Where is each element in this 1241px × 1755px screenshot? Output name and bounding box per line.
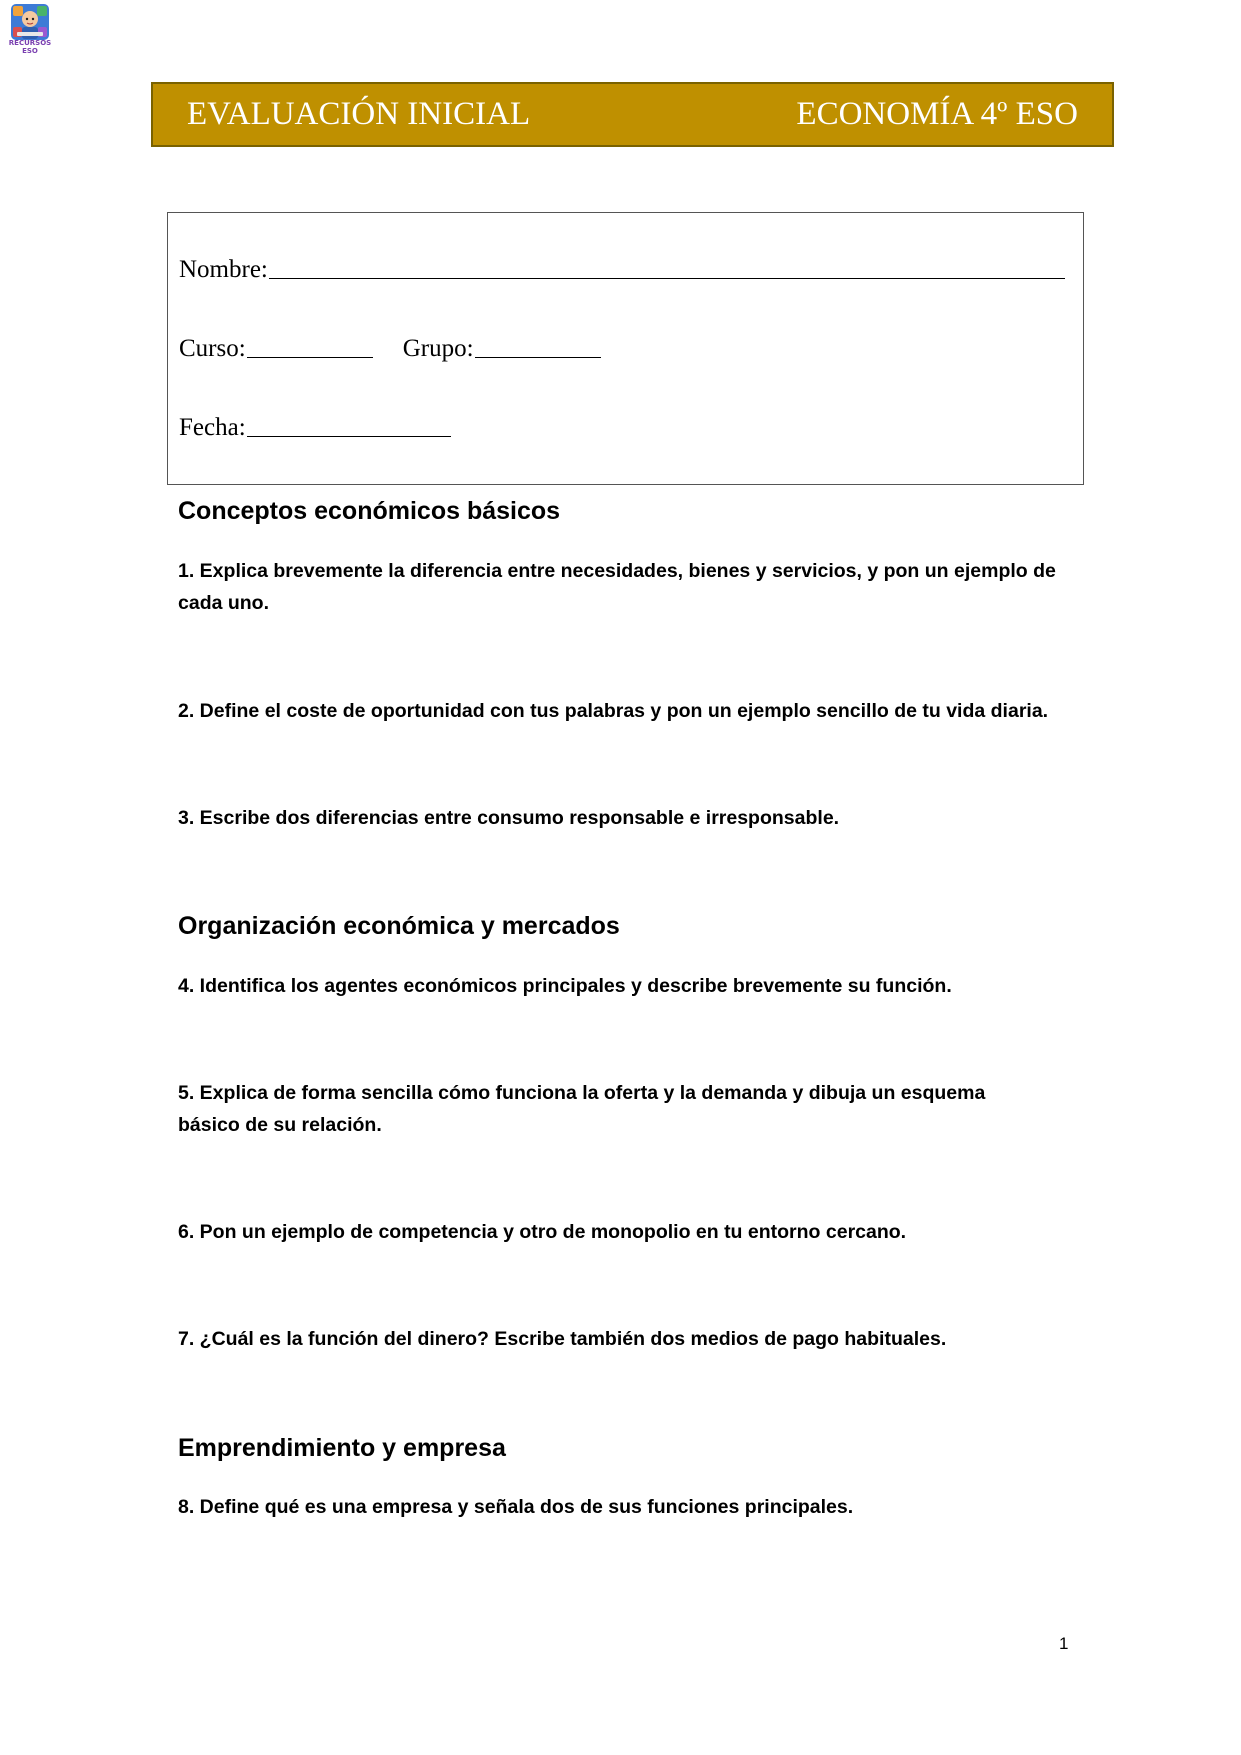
recursos-eso-logo — [8, 3, 52, 59]
grupo-field[interactable] — [475, 357, 601, 358]
nombre-label: Nombre: — [179, 256, 268, 283]
section-title-organizacion: Organización económica y mercados — [178, 912, 620, 940]
fecha-label: Fecha: — [179, 414, 246, 441]
curso-field[interactable] — [247, 357, 373, 358]
logo-text-line2: ESO — [22, 47, 38, 55]
page-number: 1 — [1059, 1634, 1069, 1653]
nombre-field[interactable] — [269, 278, 1065, 279]
curso-label: Curso: — [179, 335, 246, 362]
fecha-field[interactable] — [247, 436, 451, 437]
student-info-box — [167, 212, 1084, 485]
grupo-label: Grupo: — [402, 335, 474, 362]
section-title-emprendimiento: Emprendimiento y empresa — [178, 1434, 506, 1462]
question-6: 6. Pon un ejemplo de competencia y otro de monopolio en tu entorno cercano. — [178, 1221, 907, 1243]
header-bar — [151, 82, 1114, 147]
fecha-row — [179, 414, 451, 442]
question-8: 8. Define qué es una empresa y señala dos de sus funciones principales. — [178, 1496, 854, 1518]
question-3: 3. Escribe dos diferencias entre consumo responsable e irresponsable. — [178, 807, 840, 829]
question-4: 4. Identifica los agentes económicos principales y describe brevemente su función. — [178, 975, 952, 997]
curso-grupo-row — [179, 335, 601, 363]
question-2: 2. Define el coste de oportunidad con tus palabras y pon un ejemplo sencillo de tu vida diaria. — [178, 700, 1049, 722]
header-left-title: EVALUACIÓN INICIAL — [187, 96, 531, 132]
question-1: 1. Explica brevemente la diferencia entre necesidades, bienes y servicios, y pon un ejemplo de cada uno. — [178, 560, 1056, 614]
nombre-row — [179, 256, 1065, 284]
question-7: 7. ¿Cuál es la función del dinero? Escribe también dos medios de pago habituales. — [178, 1328, 947, 1350]
section-title-conceptos: Conceptos económicos básicos — [178, 497, 561, 525]
logo-text-line1: RECURSOS — [8, 39, 52, 47]
header-right-title: ECONOMÍA 4º ESO — [796, 96, 1078, 132]
question-5: 5. Explica de forma sencilla cómo funciona la oferta y la demanda y dibuja un esquema básico de su relación. — [178, 1082, 986, 1136]
